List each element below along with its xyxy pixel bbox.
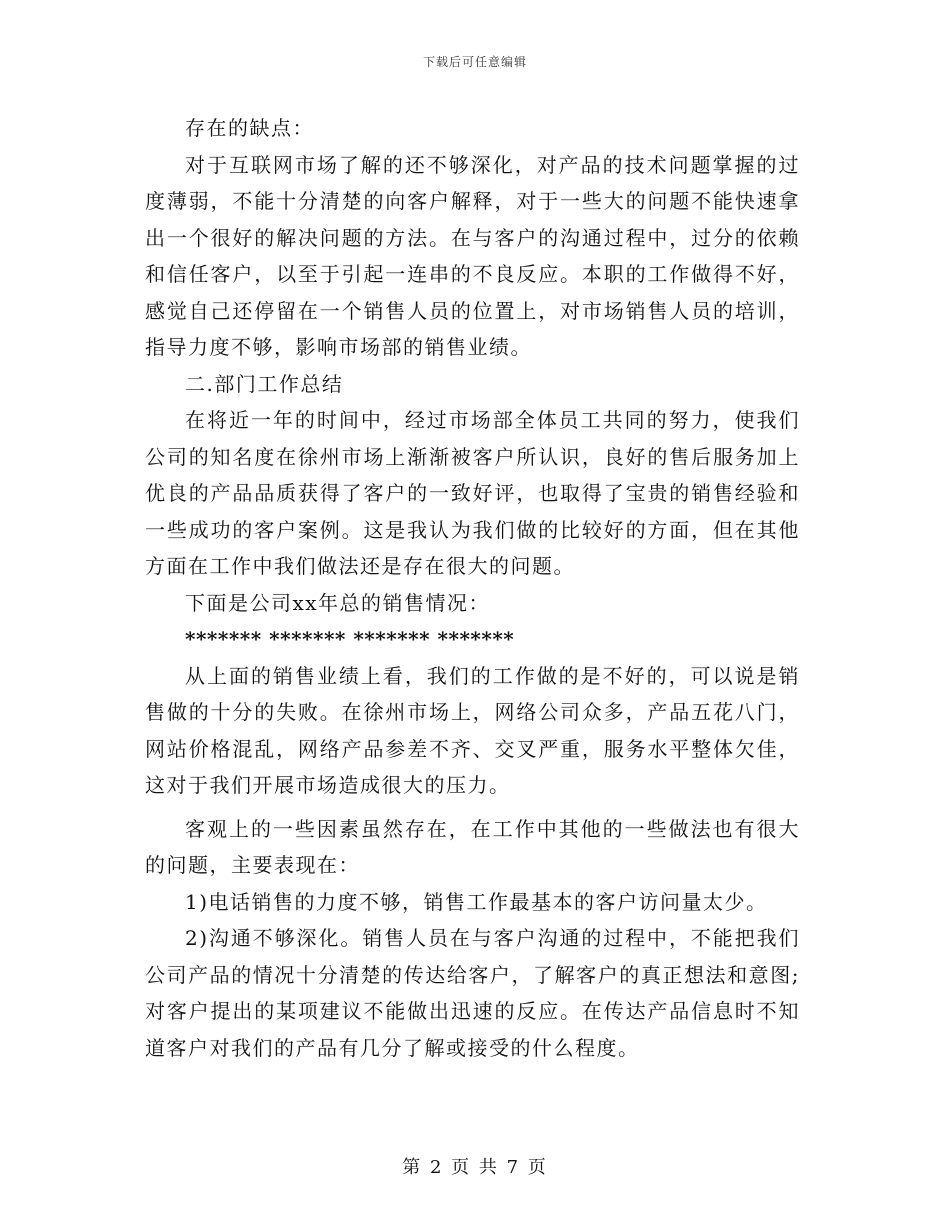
page-header-note: 下载后可任意编辑 — [422, 55, 527, 69]
list-item-phone-sales: 1)电话销售的力度不够，销售工作最基本的客户访问量太少。 — [185, 889, 768, 914]
sales-placeholder-stars: ******* ******* ******* ******* — [185, 627, 515, 651]
paragraph-sales-analysis: 从上面的销售业绩上看，我们的工作做的是不好的，可以说是销售做的十分的失败。在徐州市场上，网络公司众多，产品五花八门，网站价格混乱，网络产品参差不齐、交叉严重，服务水平整体欠佳，这对于我们开展市场造成很大的压力。 — [145, 663, 800, 797]
list-item-communication: 2)沟通不够深化。销售人员在与客户沟通的过程中，不能把我们公司产品的情况十分清楚的传达给客户，了解客户的真正想法和意图;对客户提出的某项建议不能做出迅速的反应。在传达产品信息时不知道客户对我们的产品有几分了解或接受的什么程度。 — [145, 926, 800, 1060]
page-number-footer: 第 2 页 共 7 页 — [402, 1157, 548, 1178]
paragraph-shortcomings-detail: 对于互联网市场了解的还不够深化，对产品的技术问题掌握的过度薄弱，不能十分清楚的向客户解释，对于一些大的问题不能快速拿出一个很好的解决问题的方法。在与客户的沟通过程中，过分的依赖和信任客户，以至于引起一连串的不良反应。本职的工作做得不好，感觉自己还停留在一个销售人员的位置上，对市场销售人员的培训，指导力度不够，影响市场部的销售业绩。 — [145, 152, 800, 359]
paragraph-department-summary: 在将近一年的时间中，经过市场部全体员工共同的努力，使我们公司的知名度在徐州市场上渐渐被客户所认识，良好的售后服务加上优良的产品品质获得了客户的一致好评，也取得了宝贵的销售经验和一些成功的客户案例。这是我认为我们做的比较好的方面，但在其他方面在工作中我们做法还是存在很大的问题。 — [145, 408, 800, 578]
section-heading-department-summary: 二.部门工作总结 — [185, 371, 344, 396]
document-body — [145, 110, 800, 1066]
paragraph-objective-factors: 客观上的一些因素虽然存在，在工作中其他的一些做法也有很大的问题，主要表现在： — [145, 816, 800, 877]
paragraph-sales-intro: 下面是公司xx年总的销售情况： — [185, 590, 491, 615]
heading-shortcomings: 存在的缺点： — [185, 116, 314, 140]
